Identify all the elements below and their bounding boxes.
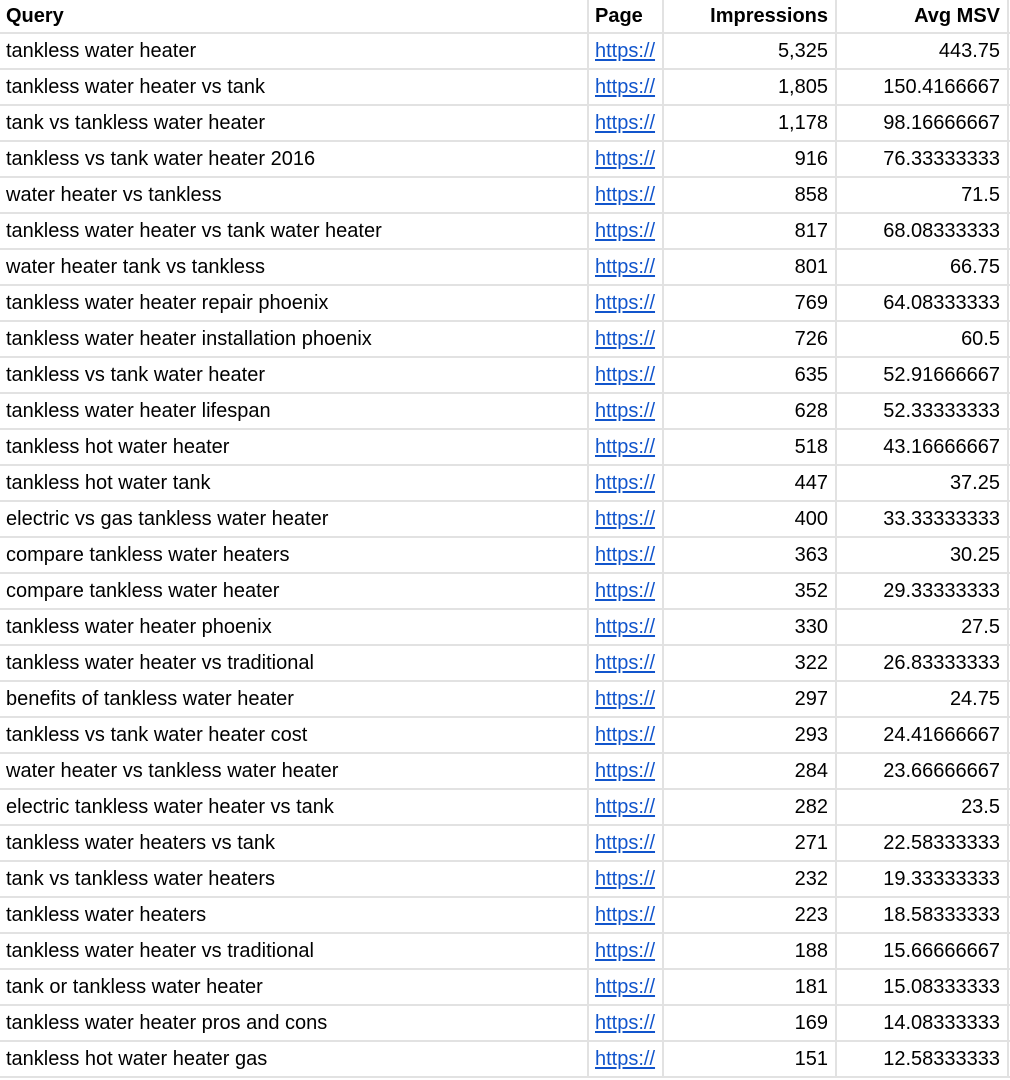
query-cell[interactable]: tankless water heaters <box>0 897 588 933</box>
table-row <box>0 285 1010 321</box>
table-row <box>0 429 1010 465</box>
page-cell[interactable] <box>588 501 663 537</box>
page-link[interactable]: https:// <box>595 760 656 782</box>
avg-msv-cell[interactable]: 71.5 <box>836 177 1008 213</box>
table-row <box>0 177 1010 213</box>
page-cell[interactable] <box>588 933 663 969</box>
table-row <box>0 897 1010 933</box>
avg-msv-cell[interactable]: 29.33333333 <box>836 573 1008 609</box>
avg-msv-cell[interactable]: 22.58333333 <box>836 825 1008 861</box>
avg-msv-cell[interactable]: 15.66666667 <box>836 933 1008 969</box>
impressions-cell[interactable]: 916 <box>663 141 836 177</box>
avg-msv-cell[interactable]: 26.83333333 <box>836 645 1008 681</box>
table-row <box>0 573 1010 609</box>
page-cell[interactable] <box>588 609 663 645</box>
avg-msv-cell[interactable]: 14.08333333 <box>836 1005 1008 1041</box>
header-query[interactable]: Query <box>0 0 588 33</box>
avg-msv-cell[interactable]: 66.75 <box>836 249 1008 285</box>
page-cell[interactable] <box>588 105 663 141</box>
impressions-cell[interactable]: 169 <box>663 1005 836 1041</box>
impressions-cell[interactable]: 635 <box>663 357 836 393</box>
avg-msv-cell[interactable]: 27.5 <box>836 609 1008 645</box>
table-row <box>0 1005 1010 1041</box>
query-cell[interactable]: electric vs gas tankless water heater <box>0 501 588 537</box>
query-cell[interactable]: tankless water heater vs tank water heater <box>0 213 588 249</box>
page-cell[interactable] <box>588 897 663 933</box>
page-cell[interactable] <box>588 825 663 861</box>
page-link[interactable]: https:// <box>595 148 656 170</box>
query-cell[interactable]: compare tankless water heaters <box>0 537 588 573</box>
page-cell[interactable] <box>588 573 663 609</box>
avg-msv-cell[interactable]: 60.5 <box>836 321 1008 357</box>
page-cell[interactable] <box>588 69 663 105</box>
query-cell[interactable]: tankless water heater installation phoenix <box>0 321 588 357</box>
page-link[interactable]: https:// <box>595 1012 656 1034</box>
table-row <box>0 69 1010 105</box>
header-page[interactable]: Page <box>588 0 663 33</box>
impressions-cell[interactable]: 858 <box>663 177 836 213</box>
avg-msv-cell[interactable]: 52.91666667 <box>836 357 1008 393</box>
query-cell[interactable]: compare tankless water heater <box>0 573 588 609</box>
impressions-cell[interactable]: 151 <box>663 1041 836 1077</box>
page-cell[interactable] <box>588 537 663 573</box>
avg-msv-cell[interactable]: 19.33333333 <box>836 861 1008 897</box>
page-link[interactable]: https:// <box>595 688 656 710</box>
impressions-cell[interactable]: 363 <box>663 537 836 573</box>
page-cell[interactable] <box>588 249 663 285</box>
page-link[interactable]: https:// <box>595 904 656 926</box>
page-cell[interactable] <box>588 357 663 393</box>
table-row <box>0 753 1010 789</box>
page-link[interactable]: https:// <box>595 436 656 458</box>
avg-msv-cell[interactable]: 30.25 <box>836 537 1008 573</box>
page-link[interactable]: https:// <box>595 976 656 998</box>
impressions-cell[interactable]: 284 <box>663 753 836 789</box>
page-cell[interactable] <box>588 213 663 249</box>
page-cell[interactable] <box>588 861 663 897</box>
avg-msv-cell[interactable]: 98.16666667 <box>836 105 1008 141</box>
query-cell[interactable]: tank vs tankless water heater <box>0 105 588 141</box>
impressions-cell[interactable]: 518 <box>663 429 836 465</box>
table-row <box>0 1041 1010 1077</box>
avg-msv-cell[interactable]: 52.33333333 <box>836 393 1008 429</box>
table-row <box>0 609 1010 645</box>
table-row <box>0 249 1010 285</box>
query-cell[interactable]: tankless water heater pros and cons <box>0 1005 588 1041</box>
table-row <box>0 969 1010 1005</box>
table-row <box>0 825 1010 861</box>
impressions-cell[interactable]: 5,325 <box>663 33 836 69</box>
query-cell[interactable]: tankless hot water tank <box>0 465 588 501</box>
query-cell[interactable]: tankless water heater <box>0 33 588 69</box>
header-impressions[interactable]: Impressions <box>663 0 836 33</box>
page-cell[interactable] <box>588 1005 663 1041</box>
page-link[interactable]: https:// <box>595 364 656 386</box>
query-cell[interactable]: tankless vs tank water heater 2016 <box>0 141 588 177</box>
table-row <box>0 105 1010 141</box>
page-cell[interactable] <box>588 645 663 681</box>
table-row <box>0 537 1010 573</box>
impressions-cell[interactable]: 271 <box>663 825 836 861</box>
impressions-cell[interactable]: 181 <box>663 969 836 1005</box>
query-cell[interactable]: tankless water heater vs traditional <box>0 645 588 681</box>
page-cell[interactable] <box>588 1041 663 1077</box>
impressions-cell[interactable]: 352 <box>663 573 836 609</box>
impressions-cell[interactable]: 817 <box>663 213 836 249</box>
impressions-cell[interactable]: 282 <box>663 789 836 825</box>
page-cell[interactable] <box>588 681 663 717</box>
table-row <box>0 321 1010 357</box>
table-row <box>0 933 1010 969</box>
query-cell[interactable]: water heater vs tankless <box>0 177 588 213</box>
page-link[interactable]: https:// <box>595 112 656 134</box>
impressions-cell[interactable]: 293 <box>663 717 836 753</box>
page-link[interactable]: https:// <box>595 40 656 62</box>
page-link[interactable]: https:// <box>595 868 656 890</box>
query-cell[interactable]: tankless hot water heater gas <box>0 1041 588 1077</box>
query-cell[interactable]: tankless vs tank water heater cost <box>0 717 588 753</box>
avg-msv-cell[interactable]: 150.4166667 <box>836 69 1008 105</box>
table-row <box>0 861 1010 897</box>
table-row <box>0 465 1010 501</box>
impressions-cell[interactable]: 322 <box>663 645 836 681</box>
avg-msv-cell[interactable]: 15.08333333 <box>836 969 1008 1005</box>
page-cell[interactable] <box>588 969 663 1005</box>
page-link[interactable]: https:// <box>595 652 656 674</box>
page-cell[interactable] <box>588 789 663 825</box>
table-row <box>0 213 1010 249</box>
query-cell[interactable]: tank vs tankless water heaters <box>0 861 588 897</box>
query-cell[interactable]: tankless water heater repair phoenix <box>0 285 588 321</box>
avg-msv-cell[interactable]: 23.66666667 <box>836 753 1008 789</box>
page-link[interactable]: https:// <box>595 544 656 566</box>
avg-msv-cell[interactable]: 64.08333333 <box>836 285 1008 321</box>
header-avg-msv[interactable]: Avg MSV <box>836 0 1008 33</box>
avg-msv-cell[interactable]: 33.33333333 <box>836 501 1008 537</box>
page-cell[interactable] <box>588 429 663 465</box>
page-link[interactable]: https:// <box>595 508 656 530</box>
query-cell[interactable]: tankless water heater vs traditional <box>0 933 588 969</box>
table-row <box>0 501 1010 537</box>
page-link[interactable]: https:// <box>595 796 656 818</box>
avg-msv-cell[interactable]: 23.5 <box>836 789 1008 825</box>
table-row <box>0 717 1010 753</box>
query-cell[interactable]: tankless water heaters vs tank <box>0 825 588 861</box>
avg-msv-cell[interactable]: 43.16666667 <box>836 429 1008 465</box>
impressions-cell[interactable]: 330 <box>663 609 836 645</box>
page-cell[interactable] <box>588 717 663 753</box>
impressions-cell[interactable]: 447 <box>663 465 836 501</box>
page-cell[interactable] <box>588 141 663 177</box>
impressions-cell[interactable]: 1,805 <box>663 69 836 105</box>
avg-msv-cell[interactable]: 37.25 <box>836 465 1008 501</box>
header-row <box>0 0 1010 33</box>
impressions-cell[interactable]: 232 <box>663 861 836 897</box>
query-cell[interactable]: electric tankless water heater vs tank <box>0 789 588 825</box>
page-link[interactable]: https:// <box>595 400 656 422</box>
table-body <box>0 33 1010 1077</box>
query-cell[interactable]: tankless water heater lifespan <box>0 393 588 429</box>
page-link[interactable]: https:// <box>595 832 656 854</box>
table-row <box>0 789 1010 825</box>
impressions-cell[interactable]: 297 <box>663 681 836 717</box>
avg-msv-cell[interactable]: 443.75 <box>836 33 1008 69</box>
impressions-cell[interactable]: 726 <box>663 321 836 357</box>
page-link[interactable]: https:// <box>595 184 656 206</box>
page-link[interactable]: https:// <box>595 724 656 746</box>
impressions-cell[interactable]: 1,178 <box>663 105 836 141</box>
table-row <box>0 393 1010 429</box>
impressions-cell[interactable]: 801 <box>663 249 836 285</box>
page-cell[interactable] <box>588 33 663 69</box>
page-link[interactable]: https:// <box>595 220 656 242</box>
avg-msv-cell[interactable]: 24.75 <box>836 681 1008 717</box>
page-link[interactable]: https:// <box>595 328 656 350</box>
query-cell[interactable]: tankless hot water heater <box>0 429 588 465</box>
query-cell[interactable]: tankless vs tank water heater <box>0 357 588 393</box>
query-cell[interactable]: tank or tankless water heater <box>0 969 588 1005</box>
avg-msv-cell[interactable]: 68.08333333 <box>836 213 1008 249</box>
page-link[interactable]: https:// <box>595 616 656 638</box>
table-row <box>0 645 1010 681</box>
query-cell[interactable]: tankless water heater phoenix <box>0 609 588 645</box>
page-link[interactable]: https:// <box>595 940 656 962</box>
avg-msv-cell[interactable]: 76.33333333 <box>836 141 1008 177</box>
page-link[interactable]: https:// <box>595 1048 656 1070</box>
page-cell[interactable] <box>588 393 663 429</box>
avg-msv-cell[interactable]: 18.58333333 <box>836 897 1008 933</box>
query-cell[interactable]: water heater vs tankless water heater <box>0 753 588 789</box>
avg-msv-cell[interactable]: 12.58333333 <box>836 1041 1008 1077</box>
page-link[interactable]: https:// <box>595 76 656 98</box>
page-cell[interactable] <box>588 285 663 321</box>
page-link[interactable]: https:// <box>595 472 656 494</box>
page-cell[interactable] <box>588 321 663 357</box>
query-cell[interactable]: tankless water heater vs tank <box>0 69 588 105</box>
page-link[interactable]: https:// <box>595 256 656 278</box>
table-row <box>0 681 1010 717</box>
impressions-cell[interactable]: 188 <box>663 933 836 969</box>
avg-msv-cell[interactable]: 24.41666667 <box>836 717 1008 753</box>
page-link[interactable]: https:// <box>595 292 656 314</box>
query-cell[interactable]: benefits of tankless water heater <box>0 681 588 717</box>
page-cell[interactable] <box>588 177 663 213</box>
query-cell[interactable]: water heater tank vs tankless <box>0 249 588 285</box>
page-cell[interactable] <box>588 465 663 501</box>
impressions-cell[interactable]: 769 <box>663 285 836 321</box>
page-link[interactable]: https:// <box>595 580 656 602</box>
impressions-cell[interactable]: 400 <box>663 501 836 537</box>
table-row <box>0 357 1010 393</box>
table-row <box>0 141 1010 177</box>
page-cell[interactable] <box>588 753 663 789</box>
impressions-cell[interactable]: 223 <box>663 897 836 933</box>
table-row <box>0 33 1010 69</box>
impressions-cell[interactable]: 628 <box>663 393 836 429</box>
